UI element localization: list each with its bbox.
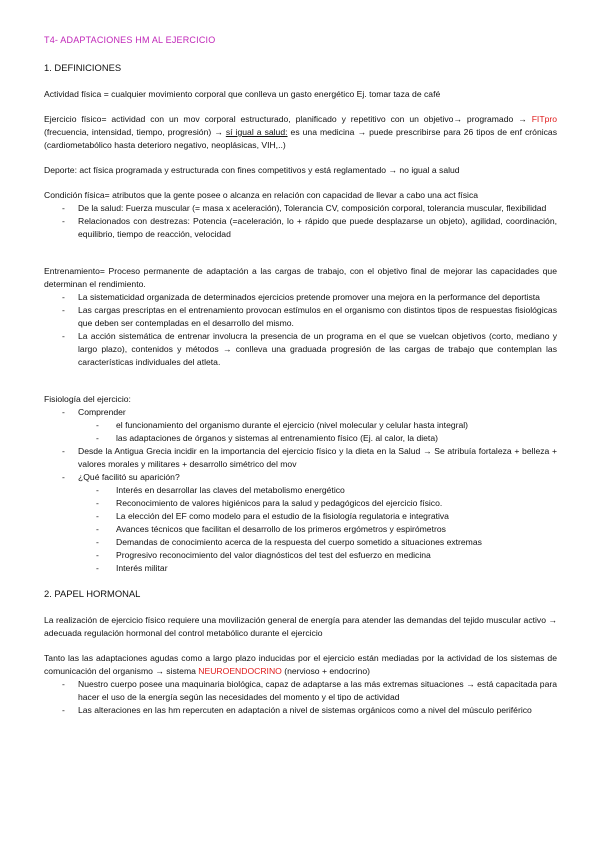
- fitpro-highlight: FITpro: [531, 114, 557, 124]
- list-item: - Relacionados con destrezas: Potencia (=aceleración, lo + rápido que puede desplazarse un objeto), agilidad, coordinación, equilibrio, tiempo de reacción, velocidad: [44, 215, 557, 241]
- list-item: - Las alteraciones en las hm repercuten en adaptación a nivel de sistemas orgánicos como a nivel del músculo periférico: [44, 704, 557, 717]
- definition-actividad: Actividad física = cualquier movimiento corporal que conlleva un gasto energético Ej. tomar taza de café: [44, 89, 441, 99]
- hormonal-list: [44, 678, 557, 717]
- comprender-sublist: [78, 419, 557, 445]
- hormonal-realizacion: La realización de ejercicio físico requiere una movilización general de energía para atender las demandas del tejido muscular activo → adecuada regulación hormonal del control metabólico durante el ejercicio: [44, 615, 557, 638]
- list-item: - Interés militar: [44, 562, 557, 575]
- list-item: - las adaptaciones de órganos y sistemas al entrenamiento físico (Ej. al calor, la dieta): [44, 432, 557, 445]
- aparicion-sublist: [78, 484, 557, 575]
- fisiologia-heading: Fisiología del ejercicio:: [44, 394, 131, 404]
- section-heading-papel-hormonal: 2. PAPEL HORMONAL: [44, 588, 141, 599]
- definition-entrenamiento: Entrenamiento= Proceso permanente de adaptación a las cargas de trabajo, con el objetivo final de mejorar las capacidades que determinan el rendimiento.: [44, 266, 557, 289]
- list-item: - Avances técnicos que facilitan el desarrollo de los primeros ergómetros y espirómetros: [44, 523, 557, 536]
- list-item: [44, 406, 557, 445]
- list-item: - Progresivo reconocimiento del valor diagnósticos del test del esfuerzo en medicina: [44, 549, 557, 562]
- tanto-text-b: (nervioso + endocrino): [281, 666, 370, 676]
- tanto-text-a: Tanto las las adaptaciones agudas como a largo plazo inducidas por el ejercicio están mediadas por la actividad de los sistemas de comunicación del organismo → sistema: [44, 653, 557, 676]
- document-title: T4- ADAPTACIONES HM AL EJERCICIO: [44, 35, 216, 45]
- definition-condicion: Condición física= atributos que la gente posee o alcanza en relación con capacidad de llevar a cabo una act física: [44, 190, 479, 200]
- list-item: - La acción sistemática de entrenar involucra la presencia de un programa en el que se vuelcan objetivos (corto, mediano y largo plazo), contenidos y métodos → conlleva una graduada progresión de las cargas de trabajo que contemplan las características individuales del atleta.: [44, 330, 557, 369]
- list-item: - Interés en desarrollar las claves del metabolismo energético: [44, 484, 557, 497]
- list-item: - De la salud: Fuerza muscular (= masa x aceleración), Tolerancia CV, composición corporal, tolerancia muscular, flexibilidad: [44, 202, 557, 215]
- ejercicio-underline: sí igual a salud:: [225, 127, 288, 137]
- hormonal-tanto: [44, 652, 557, 678]
- list-item: - Demandas de conocimiento acerca de la respuesta del cuerpo sometido a situaciones extremas: [44, 536, 557, 549]
- list-item-label: Comprender: [78, 407, 126, 417]
- definition-ejercicio: [44, 113, 557, 152]
- ejercicio-text-c: es una medicina → puede prescribirse para 26 tipos de enf crónicas (cardiometabólico hasta deterioro negativo, neoplásicas, VIH,..): [44, 127, 557, 150]
- list-item: - La elección del EF como modelo para el estudio de la fisiología regulatoria e integrativa: [44, 510, 557, 523]
- list-item: [44, 471, 557, 575]
- condicion-list: [44, 202, 557, 241]
- neuroendocrino-highlight: NEUROENDOCRINO: [198, 666, 282, 676]
- list-item-label: ¿Qué facilitó su aparición?: [78, 472, 180, 482]
- list-item: - Las cargas prescriptas en el entrenamiento provocan estímulos en el organismo con distintos tipos de respuestas fisiológicas que deben ser contempladas en el desarrollo del mismo.: [44, 304, 557, 330]
- section-heading-definiciones: 1. DEFINICIONES: [44, 62, 122, 73]
- list-item: - Reconocimiento de valores higiénicos para la salud y pedagógicos del ejercicio físico.: [44, 497, 557, 510]
- entrenamiento-list: [44, 291, 557, 369]
- list-item: - Desde la Antigua Grecia incidir en la importancia del ejercicio físico y la dieta en la Salud → Se atribuía fortaleza + belleza + valores morales y militares + desarrollo simétrico del mov: [44, 445, 557, 471]
- ejercicio-text-a: Ejercicio físico= actividad con un mov corporal estructurado, planificado y repetitivo con un objetivo→ programado →: [44, 114, 532, 124]
- fisiologia-list: [44, 406, 557, 575]
- list-item: - La sistematicidad organizada de determinados ejercicios pretende promover una mejora en la performance del deportista: [44, 291, 557, 304]
- document-page: [44, 34, 557, 729]
- list-item: - Nuestro cuerpo posee una maquinaria biológica, capaz de adaptarse a las más extremas situaciones → está capacitada para hacer el uso de la energía según las necesidades del momento y el tipo de actividad: [44, 678, 557, 704]
- definition-deporte: Deporte: act física programada y estructurada con fines competitivos y está reglamentado → no igual a salud: [44, 165, 460, 175]
- list-item: - el funcionamiento del organismo durante el ejercicio (nivel molecular y celular hasta integral): [44, 419, 557, 432]
- ejercicio-text-b: (frecuencia, intensidad, tiempo, progresión) →: [44, 127, 226, 137]
